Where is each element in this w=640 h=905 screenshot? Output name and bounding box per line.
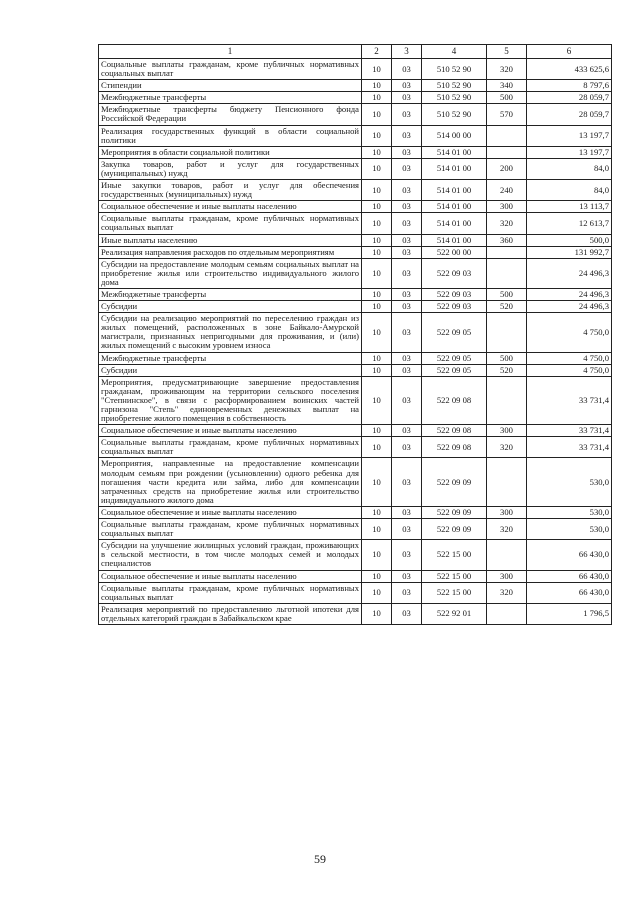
row-name: Мероприятия, предусматривающие завершение предоставления гражданам, проживающим на территории сельского поселения "Степнинское", в связи с расформированием воинских частей гарнизона "Степь" единовременных денежных выплат на приобретение жилого помещения в собственность — [99, 376, 362, 424]
table-row — [99, 158, 612, 179]
table-row — [99, 234, 612, 246]
row-target-article: 514 00 00 — [422, 125, 487, 146]
row-subsection: 03 — [392, 364, 422, 376]
row-subsection: 03 — [392, 146, 422, 158]
row-amount: 24 496,3 — [527, 288, 612, 300]
row-section: 10 — [362, 519, 392, 540]
row-name: Субсидии на реализацию мероприятий по переселению граждан из жилых помещений, расположенных в зоне Байкало-Амурской магистрали, признанных непригодными для проживания, и (или) жилых помещений с высоким уровнем износа — [99, 313, 362, 352]
row-amount: 13 197,7 — [527, 146, 612, 158]
row-target-article: 522 09 05 — [422, 313, 487, 352]
row-name: Мероприятия, направленные на предоставление компенсации молодым семьям при рождении (усыновлении) одного ребенка для погашения части кредита или займа, либо для компенсации затраченных средств на приобретение жилья или строительство индивидуального жилого дома — [99, 458, 362, 506]
row-expense-type: 300 — [487, 570, 527, 582]
row-amount: 8 797,6 — [527, 80, 612, 92]
table-row — [99, 125, 612, 146]
header-row — [99, 45, 612, 59]
row-target-article: 514 01 00 — [422, 158, 487, 179]
row-name: Субсидии — [99, 301, 362, 313]
row-section: 10 — [362, 582, 392, 603]
row-subsection: 03 — [392, 437, 422, 458]
header-col-2: 2 — [362, 45, 392, 59]
row-subsection: 03 — [392, 425, 422, 437]
row-name: Субсидии на улучшение жилищных условий граждан, проживающих в сельской местности, в том числе молодых семей и молодых специалистов — [99, 540, 362, 570]
table-row — [99, 146, 612, 158]
row-amount: 84,0 — [527, 180, 612, 201]
row-subsection: 03 — [392, 258, 422, 288]
row-section: 10 — [362, 352, 392, 364]
row-target-article: 522 09 03 — [422, 301, 487, 313]
header-col-3: 3 — [392, 45, 422, 59]
row-section: 10 — [362, 437, 392, 458]
row-target-article: 522 09 05 — [422, 364, 487, 376]
table-row — [99, 519, 612, 540]
row-target-article: 522 09 08 — [422, 376, 487, 424]
row-target-article: 522 09 09 — [422, 458, 487, 506]
row-amount: 433 625,6 — [527, 59, 612, 80]
row-subsection: 03 — [392, 582, 422, 603]
row-target-article: 522 09 09 — [422, 519, 487, 540]
row-expense-type: 320 — [487, 519, 527, 540]
table-row — [99, 201, 612, 213]
row-section: 10 — [362, 201, 392, 213]
row-target-article: 514 01 00 — [422, 213, 487, 234]
row-name: Социальные выплаты гражданам, кроме публичных нормативных социальных выплат — [99, 59, 362, 80]
row-subsection: 03 — [392, 201, 422, 213]
table-row — [99, 352, 612, 364]
row-expense-type: 500 — [487, 92, 527, 104]
table-row — [99, 92, 612, 104]
row-name: Реализация направления расходов по отдельным мероприятиям — [99, 246, 362, 258]
row-section: 10 — [362, 213, 392, 234]
row-expense-type: 360 — [487, 234, 527, 246]
row-expense-type: 320 — [487, 582, 527, 603]
row-section: 10 — [362, 180, 392, 201]
row-section: 10 — [362, 458, 392, 506]
row-amount: 4 750,0 — [527, 352, 612, 364]
row-subsection: 03 — [392, 540, 422, 570]
row-target-article: 522 15 00 — [422, 540, 487, 570]
header-col-4: 4 — [422, 45, 487, 59]
row-section: 10 — [362, 104, 392, 125]
row-expense-type: 520 — [487, 301, 527, 313]
row-amount: 4 750,0 — [527, 313, 612, 352]
row-subsection: 03 — [392, 506, 422, 518]
row-name: Мероприятия в области социальной политики — [99, 146, 362, 158]
row-expense-type: 320 — [487, 213, 527, 234]
row-expense-type — [487, 313, 527, 352]
row-section: 10 — [362, 506, 392, 518]
table-body — [99, 59, 612, 625]
row-section: 10 — [362, 425, 392, 437]
row-name: Реализация мероприятий по предоставлению льготной ипотеки для отдельных категорий граждан в Забайкальском крае — [99, 603, 362, 624]
row-name: Межбюджетные трансферты — [99, 352, 362, 364]
row-expense-type: 200 — [487, 158, 527, 179]
row-name: Социальные выплаты гражданам, кроме публичных нормативных социальных выплат — [99, 519, 362, 540]
row-amount: 13 197,7 — [527, 125, 612, 146]
row-subsection: 03 — [392, 570, 422, 582]
row-name: Социальное обеспечение и иные выплаты населению — [99, 425, 362, 437]
row-expense-type — [487, 603, 527, 624]
table-row — [99, 582, 612, 603]
table-row — [99, 425, 612, 437]
row-expense-type: 570 — [487, 104, 527, 125]
row-expense-type: 240 — [487, 180, 527, 201]
row-amount: 33 731,4 — [527, 437, 612, 458]
table-row — [99, 246, 612, 258]
row-section: 10 — [362, 603, 392, 624]
row-name: Социальные выплаты гражданам, кроме публичных нормативных социальных выплат — [99, 437, 362, 458]
row-expense-type — [487, 258, 527, 288]
row-name: Социальное обеспечение и иные выплаты населению — [99, 506, 362, 518]
header-col-5: 5 — [487, 45, 527, 59]
row-target-article: 514 01 00 — [422, 180, 487, 201]
row-target-article: 522 92 01 — [422, 603, 487, 624]
row-amount: 530,0 — [527, 458, 612, 506]
table-row — [99, 80, 612, 92]
table-row — [99, 437, 612, 458]
row-name: Межбюджетные трансферты — [99, 288, 362, 300]
row-target-article: 522 09 03 — [422, 258, 487, 288]
table-row — [99, 180, 612, 201]
header-col-6: 6 — [527, 45, 612, 59]
row-subsection: 03 — [392, 59, 422, 80]
table-row — [99, 59, 612, 80]
row-amount: 13 113,7 — [527, 201, 612, 213]
row-subsection: 03 — [392, 352, 422, 364]
header-col-1: 1 — [99, 45, 362, 59]
row-expense-type — [487, 376, 527, 424]
row-subsection: 03 — [392, 519, 422, 540]
row-name: Межбюджетные трансферты бюджету Пенсионного фонда Российской Федерации — [99, 104, 362, 125]
row-amount: 28 059,7 — [527, 104, 612, 125]
row-subsection: 03 — [392, 458, 422, 506]
row-subsection: 03 — [392, 234, 422, 246]
row-target-article: 522 09 09 — [422, 506, 487, 518]
row-section: 10 — [362, 364, 392, 376]
row-amount: 66 430,0 — [527, 540, 612, 570]
row-amount: 530,0 — [527, 519, 612, 540]
table-row — [99, 376, 612, 424]
row-target-article: 510 52 90 — [422, 80, 487, 92]
row-subsection: 03 — [392, 104, 422, 125]
table-row — [99, 313, 612, 352]
row-name: Социальное обеспечение и иные выплаты населению — [99, 570, 362, 582]
row-expense-type: 500 — [487, 288, 527, 300]
row-amount: 12 613,7 — [527, 213, 612, 234]
row-name: Социальное обеспечение и иные выплаты населению — [99, 201, 362, 213]
row-subsection: 03 — [392, 376, 422, 424]
row-expense-type — [487, 146, 527, 158]
row-target-article: 510 52 90 — [422, 59, 487, 80]
row-target-article: 514 01 00 — [422, 146, 487, 158]
row-target-article: 510 52 90 — [422, 104, 487, 125]
row-amount: 84,0 — [527, 158, 612, 179]
row-amount: 24 496,3 — [527, 258, 612, 288]
row-section: 10 — [362, 80, 392, 92]
row-target-article: 522 15 00 — [422, 570, 487, 582]
table-row — [99, 301, 612, 313]
row-target-article: 510 52 90 — [422, 92, 487, 104]
row-name: Иные выплаты населению — [99, 234, 362, 246]
row-amount: 131 992,7 — [527, 246, 612, 258]
row-amount: 33 731,4 — [527, 376, 612, 424]
row-section: 10 — [362, 301, 392, 313]
row-target-article: 514 01 00 — [422, 234, 487, 246]
row-amount: 500,0 — [527, 234, 612, 246]
row-subsection: 03 — [392, 246, 422, 258]
row-section: 10 — [362, 234, 392, 246]
row-expense-type — [487, 540, 527, 570]
page-number: 59 — [314, 852, 326, 866]
row-expense-type: 500 — [487, 352, 527, 364]
row-subsection: 03 — [392, 80, 422, 92]
row-expense-type — [487, 458, 527, 506]
row-section: 10 — [362, 540, 392, 570]
row-section: 10 — [362, 570, 392, 582]
row-section: 10 — [362, 288, 392, 300]
row-section: 10 — [362, 313, 392, 352]
row-name: Социальные выплаты гражданам, кроме публичных нормативных социальных выплат — [99, 213, 362, 234]
row-target-article: 522 09 08 — [422, 437, 487, 458]
table-row — [99, 213, 612, 234]
row-subsection: 03 — [392, 92, 422, 104]
row-expense-type: 320 — [487, 59, 527, 80]
row-subsection: 03 — [392, 180, 422, 201]
table-header — [99, 45, 612, 59]
row-name: Субсидии — [99, 364, 362, 376]
row-name: Закупка товаров, работ и услуг для государственных (муниципальных) нужд — [99, 158, 362, 179]
row-name: Реализация государственных функций в области социальной политики — [99, 125, 362, 146]
row-section: 10 — [362, 125, 392, 146]
row-subsection: 03 — [392, 288, 422, 300]
row-section: 10 — [362, 146, 392, 158]
row-target-article: 522 09 08 — [422, 425, 487, 437]
row-expense-type: 520 — [487, 364, 527, 376]
row-amount: 530,0 — [527, 506, 612, 518]
row-amount: 28 059,7 — [527, 92, 612, 104]
row-target-article: 522 09 05 — [422, 352, 487, 364]
row-name: Социальные выплаты гражданам, кроме публичных нормативных социальных выплат — [99, 582, 362, 603]
row-expense-type: 340 — [487, 80, 527, 92]
table-row — [99, 258, 612, 288]
row-expense-type: 300 — [487, 425, 527, 437]
row-amount: 66 430,0 — [527, 570, 612, 582]
row-amount: 33 731,4 — [527, 425, 612, 437]
row-section: 10 — [362, 376, 392, 424]
table-row — [99, 364, 612, 376]
row-amount: 1 796,5 — [527, 603, 612, 624]
table-row — [99, 104, 612, 125]
table-row — [99, 603, 612, 624]
row-expense-type: 320 — [487, 437, 527, 458]
row-subsection: 03 — [392, 125, 422, 146]
table-row — [99, 570, 612, 582]
row-expense-type: 300 — [487, 506, 527, 518]
row-target-article: 514 01 00 — [422, 201, 487, 213]
row-subsection: 03 — [392, 301, 422, 313]
row-target-article: 522 15 00 — [422, 582, 487, 603]
table-row — [99, 540, 612, 570]
table-row — [99, 458, 612, 506]
row-section: 10 — [362, 59, 392, 80]
table-row — [99, 288, 612, 300]
row-subsection: 03 — [392, 158, 422, 179]
row-subsection: 03 — [392, 603, 422, 624]
row-name: Иные закупки товаров, работ и услуг для обеспечения государственных (муниципальных) нужд — [99, 180, 362, 201]
row-amount: 24 496,3 — [527, 301, 612, 313]
row-section: 10 — [362, 246, 392, 258]
row-name: Межбюджетные трансферты — [99, 92, 362, 104]
row-name: Стипендии — [99, 80, 362, 92]
row-section: 10 — [362, 92, 392, 104]
row-target-article: 522 09 03 — [422, 288, 487, 300]
row-expense-type — [487, 246, 527, 258]
row-target-article: 522 00 00 — [422, 246, 487, 258]
row-subsection: 03 — [392, 213, 422, 234]
row-name: Субсидии на предоставление молодым семьям социальных выплат на приобретение жилья или строительство индивидуального жилого дома — [99, 258, 362, 288]
row-subsection: 03 — [392, 313, 422, 352]
budget-table — [98, 44, 612, 625]
row-section: 10 — [362, 258, 392, 288]
row-expense-type — [487, 125, 527, 146]
row-amount: 66 430,0 — [527, 582, 612, 603]
row-amount: 4 750,0 — [527, 364, 612, 376]
table-row — [99, 506, 612, 518]
row-section: 10 — [362, 158, 392, 179]
row-expense-type: 300 — [487, 201, 527, 213]
